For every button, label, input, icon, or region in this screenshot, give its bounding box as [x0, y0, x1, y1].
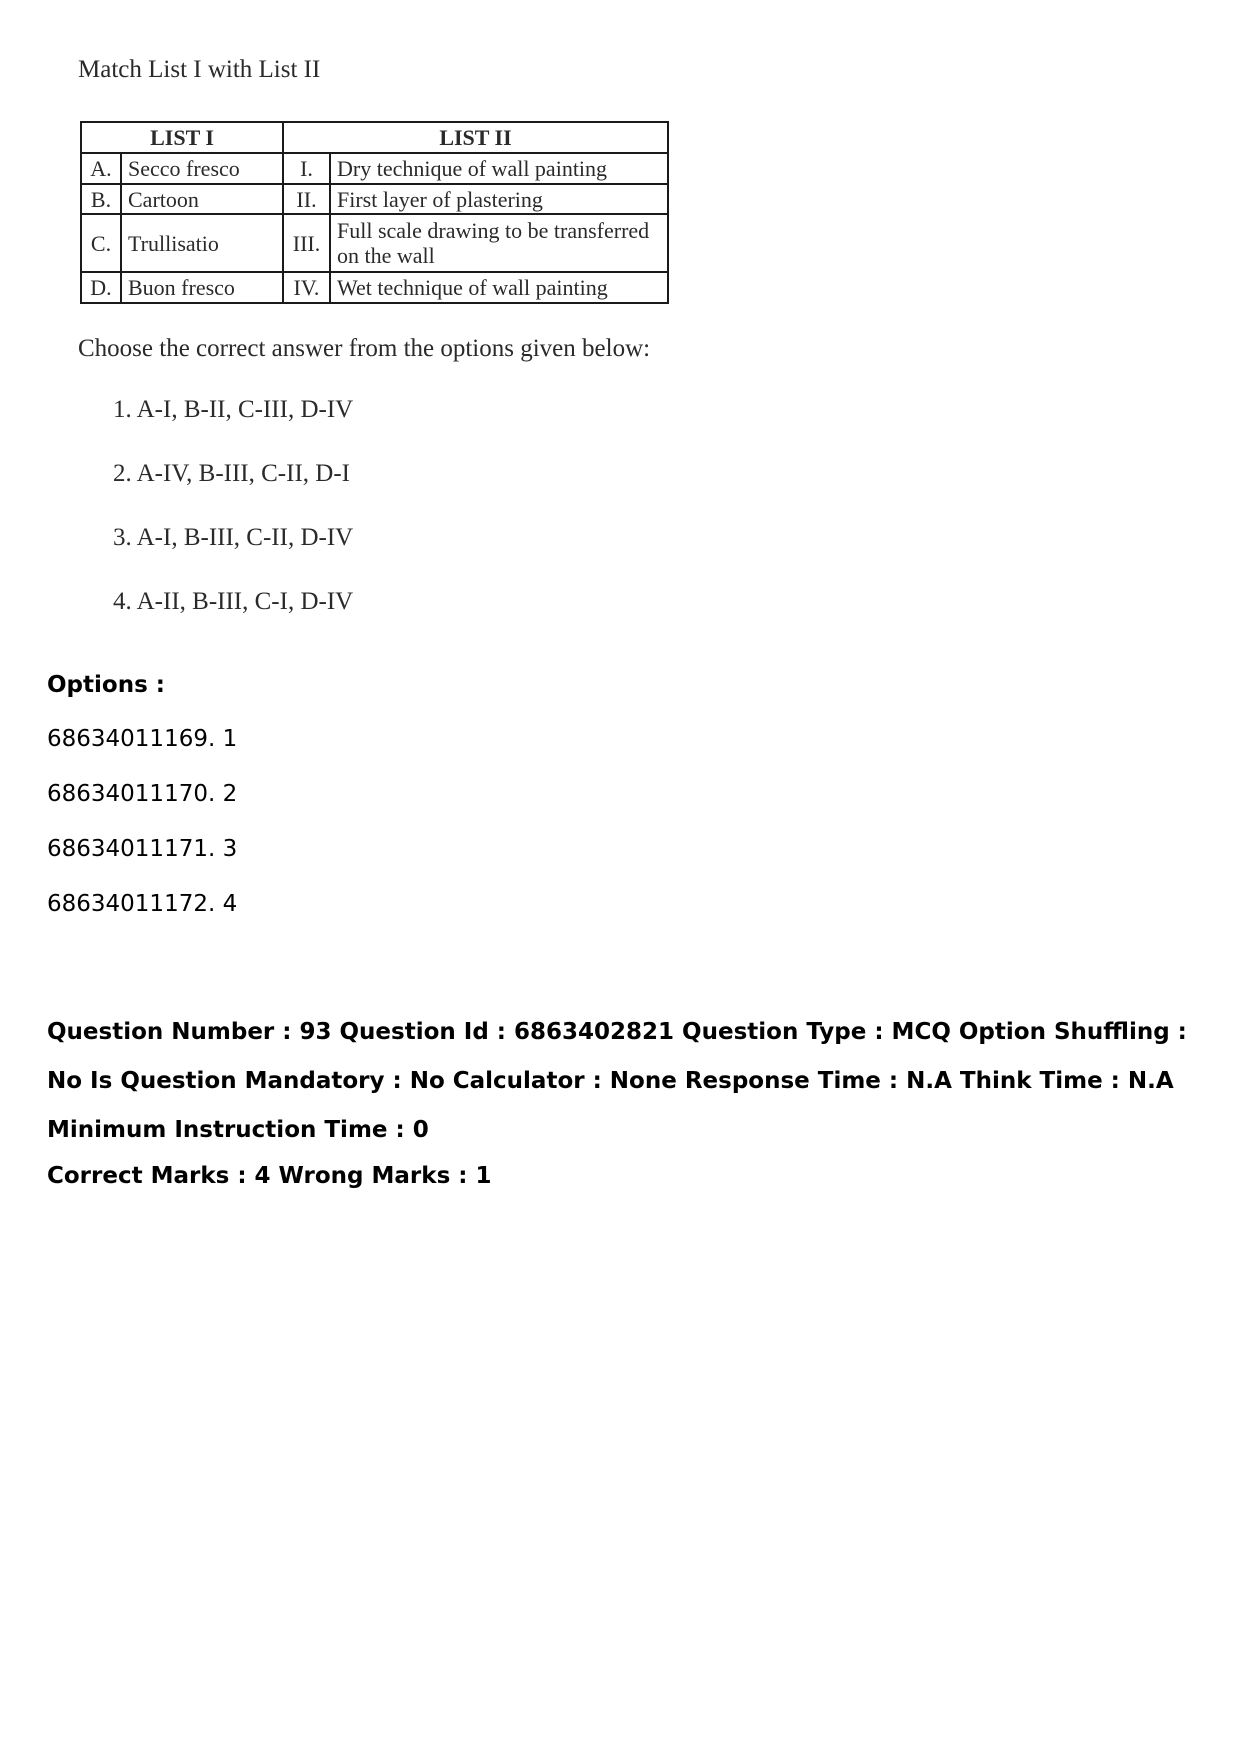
option-item: 68634011171. 3 [47, 836, 238, 862]
row-roman: III. [283, 214, 330, 272]
row-item: Cartoon [121, 184, 283, 214]
list2-header: LIST II [283, 122, 668, 153]
table-row [81, 272, 668, 303]
answer-choice: 2. A-IV, B-III, C-II, D-I [113, 460, 350, 487]
row-item: Secco fresco [121, 153, 283, 184]
options-label: Options : [47, 672, 165, 698]
list1-header: LIST I [81, 122, 283, 153]
question-image [78, 55, 778, 615]
option-item: 68634011172. 4 [47, 891, 238, 917]
row-roman: II. [283, 184, 330, 214]
row-description: Wet technique of wall painting [330, 272, 668, 303]
answer-choice: 1. A-I, B-II, C-III, D-IV [113, 396, 354, 423]
row-key: D. [81, 272, 121, 303]
row-key: A. [81, 153, 121, 184]
row-description: Dry technique of wall painting [330, 153, 668, 184]
row-description: Full scale drawing to be transferred on the wall [330, 214, 668, 272]
option-item: 68634011170. 2 [47, 781, 238, 807]
table-row [81, 214, 668, 272]
table-row [81, 153, 668, 184]
row-roman: IV. [283, 272, 330, 303]
row-key: C. [81, 214, 121, 272]
match-table [80, 121, 669, 304]
row-roman: I. [283, 153, 330, 184]
answer-choices [113, 395, 353, 651]
table-row [81, 184, 668, 214]
question-info: Question Number : 93 Question Id : 6863402821 Question Type : MCQ Option Shuffling : No Is Question Mandatory : No Calculator : None Response Time : N.A Think Time : N.A Minimum Instruction Time : 0 [47, 1019, 1187, 1143]
marks-info: Correct Marks : 4 Wrong Marks : 1 [47, 1163, 492, 1189]
row-item: Buon fresco [121, 272, 283, 303]
row-item: Trullisatio [121, 214, 283, 272]
question-intro: Match List I with List II [78, 56, 321, 83]
option-item: 68634011169. 1 [47, 726, 238, 752]
row-description: First layer of plastering [330, 184, 668, 214]
answer-choice: 3. A-I, B-III, C-II, D-IV [113, 524, 354, 551]
row-key: B. [81, 184, 121, 214]
table-header-row [81, 122, 668, 153]
answer-choice: 4. A-II, B-III, C-I, D-IV [113, 588, 354, 615]
question-instruction: Choose the correct answer from the options given below: [78, 335, 651, 362]
